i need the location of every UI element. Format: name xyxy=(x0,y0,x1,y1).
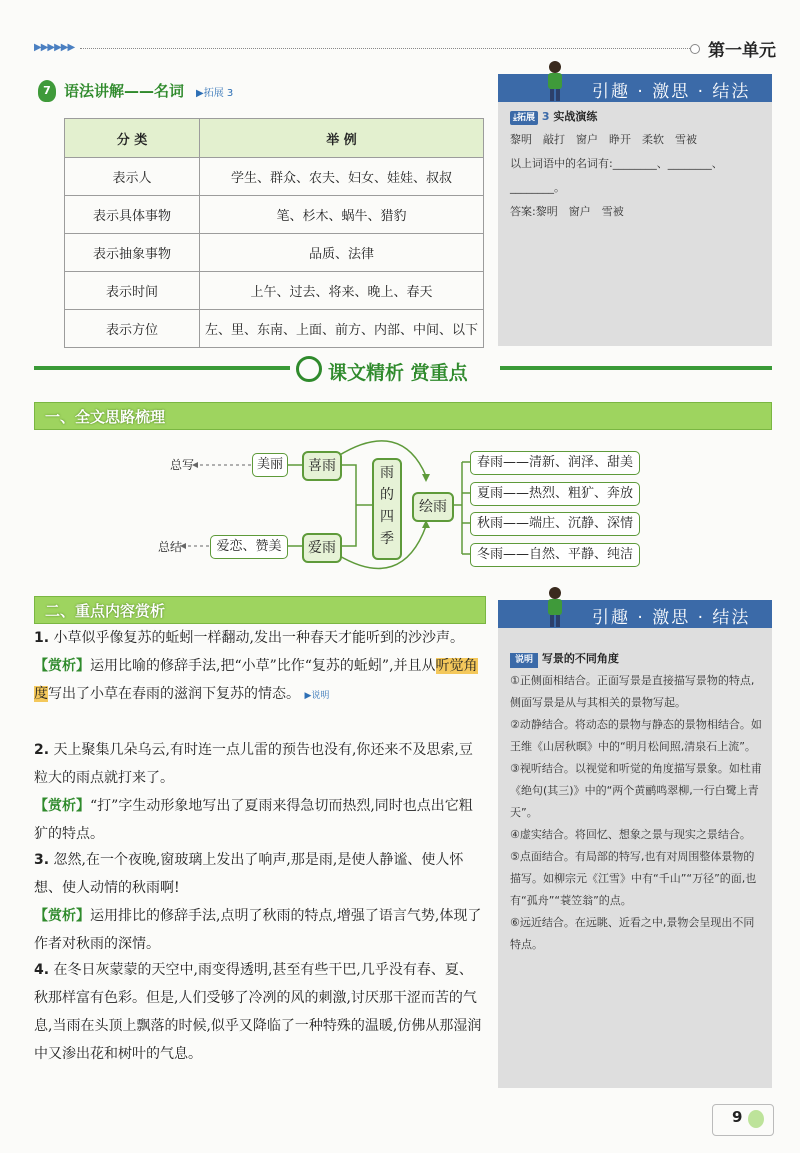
practice-answer: 答案:黎明 窗户 雪被 xyxy=(510,205,624,218)
explain-badge: 说明 xyxy=(510,653,538,668)
header-dot xyxy=(690,44,700,54)
table-cell: 表示人 xyxy=(65,158,200,196)
node-four-seasons: 雨 的 四 季 xyxy=(372,458,402,560)
explain-paragraph: ⑥远近结合。在远眺、近看之中,景物会呈现出不同特点。 xyxy=(510,916,755,951)
explain-paragraph: ①正侧面相结合。正面写景是直接描写景物的特点,侧面写景是从与其相关的景物写起。 xyxy=(510,674,755,709)
grammar-title: 语法讲解——名词 xyxy=(64,82,185,100)
table-row xyxy=(65,234,484,272)
node-winter-rain: 冬雨——自然、平静、纯洁 xyxy=(470,543,640,567)
panel-title: 引趣 · 激思 · 结法 xyxy=(592,608,751,628)
practice-heading: ⤓拓展 3 实战演练 xyxy=(510,108,597,125)
extension-link[interactable]: ▶拓展 3 xyxy=(196,88,234,99)
node-summer-rain: 夏雨——热烈、粗犷、奔放 xyxy=(470,482,640,506)
table-row xyxy=(65,272,484,310)
table-cell: 表示方位 xyxy=(65,310,200,348)
tip-panel-1 xyxy=(498,74,772,346)
explain-paragraph: ④虚实结合。将回忆、想象之景与现实之景结合。 xyxy=(510,828,751,841)
table-row xyxy=(65,310,484,348)
table-cell: 表示时间 xyxy=(65,272,200,310)
table-cell: 学生、群众、农夫、妇女、娃娃、叔叔 xyxy=(200,158,484,196)
node-love-rain: 爱雨 xyxy=(302,533,342,563)
practice-blank: ________。 xyxy=(510,181,565,194)
practice-words: 黎明 敲打 窗户 睁开 柔软 雪被 xyxy=(510,133,697,146)
explain-paragraph: ⑤点面结合。有局部的特写,也有对周围整体景物的描写。如柳宗元《江雪》中有“千山”“万径”的面,也有“孤舟”“蓑笠翁”的点。 xyxy=(510,850,757,907)
explain-paragraph: ③视听结合。以视觉和听觉的角度描写景象。如杜甫《绝句(其三)》中的“两个黄鹂鸣翠柳,一行白鹭上青天”。 xyxy=(510,762,762,819)
panel-title: 引趣 · 激思 · 结法 xyxy=(592,82,751,102)
analysis-item-3: 3. 忽然,在一个夜晚,窗玻璃上发出了响声,那是雨,是使人静谧、使人怀想、使人动情的秋雨啊! 【赏析】运用排比的修辞手法,点明了秋雨的特点,增强了语言气势,体现了作者对秋雨的深情。 xyxy=(34,852,482,952)
analysis-item-4: 4. 在冬日灰蒙蒙的天空中,雨变得透明,甚至有些干巴,几乎没有春、夏、秋那样富有色彩。但是,人们受够了冷冽的风的刺激,讨厌那干涩而苦的气息,当雨在头顶上飘落的时候,似乎又降临了一种特殊的温暖,仿佛从那湿润中又渗出花和树叶的气息。 xyxy=(34,962,482,1062)
page-number-box xyxy=(712,1104,774,1136)
node-love-praise: 爱恋、赞美 xyxy=(210,535,288,559)
node-spring-rain: 春雨——清新、润泽、甜美 xyxy=(470,451,640,475)
table-cell: 笔、杉木、蜗牛、猎豹 xyxy=(200,196,484,234)
unit-title: 第一单元 xyxy=(708,41,776,61)
header-arrows: ▶▶▶▶▶▶ xyxy=(34,42,75,53)
swirl-icon xyxy=(296,356,322,382)
table-row xyxy=(65,158,484,196)
node-paint-rain: 绘雨 xyxy=(412,492,454,522)
table-cell: 品质、法律 xyxy=(200,234,484,272)
extension-badge: ⤓拓展 xyxy=(510,111,538,125)
table-cell: 表示抽象事物 xyxy=(65,234,200,272)
note-link[interactable]: ▶说明 xyxy=(304,691,330,701)
explain-list xyxy=(510,670,762,956)
banner-line-right xyxy=(500,366,772,370)
reader-person-icon xyxy=(542,60,568,102)
section-banner: 课文精析 赏重点 xyxy=(296,356,468,385)
analysis-item-1: 1. 小草似乎像复苏的蚯蚓一样翻动,发出一种春天才能听到的沙沙声。 【赏析】运用比喻的修辞手法,把“小草”比作“复苏的蚯蚓”,并且从听觉角度写出了小草在春雨的滋润下复苏的情态。 ▶说明 xyxy=(34,630,478,702)
explain-paragraph: ②动静结合。将动态的景物与静态的景物相结合。如王维《山居秋暝》中的“明月松间照,清泉石上流”。 xyxy=(510,718,762,753)
summary-conclude-label: 总结 xyxy=(158,540,183,554)
banner-line-left xyxy=(34,366,290,370)
node-autumn-rain: 秋雨——端庄、沉静、深情 xyxy=(470,512,640,536)
reader-person-icon xyxy=(542,586,568,628)
highlight-mark: 听觉角度 xyxy=(34,658,478,702)
header-divider xyxy=(80,48,692,49)
table-header: 分 类 xyxy=(65,119,200,158)
analysis-item-2: 2. 天上聚集几朵乌云,有时连一点儿雷的预告也没有,你还来不及思索,豆粒大的雨点就打来了。 【赏析】“打”字生动形象地写出了夏雨来得急切而热烈,同时也点出它粗犷的特点。 xyxy=(34,742,473,842)
leaf-icon xyxy=(748,1110,764,1128)
panel-header xyxy=(498,600,772,628)
section-bar-analysis: 二、重点内容赏析 xyxy=(34,596,486,624)
panel-header xyxy=(498,74,772,102)
explain-heading: 说明 写景的不同角度 xyxy=(510,650,619,668)
noun-table xyxy=(64,118,484,348)
tip-panel-2 xyxy=(498,600,772,1088)
table-header: 举 例 xyxy=(200,119,484,158)
node-beautiful: 美丽 xyxy=(252,453,288,477)
table-cell: 表示具体事物 xyxy=(65,196,200,234)
table-header-row xyxy=(65,119,484,158)
extension-label: 拓展 3 xyxy=(203,88,234,99)
summary-write-label: 总写 xyxy=(170,458,195,472)
table-row xyxy=(65,196,484,234)
practice-question: 以上词语中的名词有:________、________、 xyxy=(510,157,723,170)
node-like-rain: 喜雨 xyxy=(302,451,342,481)
leaf-number-icon: 7 xyxy=(38,80,56,102)
table-cell: 上午、过去、将来、晚上、春天 xyxy=(200,272,484,310)
table-cell: 左、里、东南、上面、前方、内部、中间、以下 xyxy=(200,310,484,348)
page-number: 9 xyxy=(732,1108,743,1126)
section-bar-outline: 一、全文思路梳理 xyxy=(34,402,772,430)
